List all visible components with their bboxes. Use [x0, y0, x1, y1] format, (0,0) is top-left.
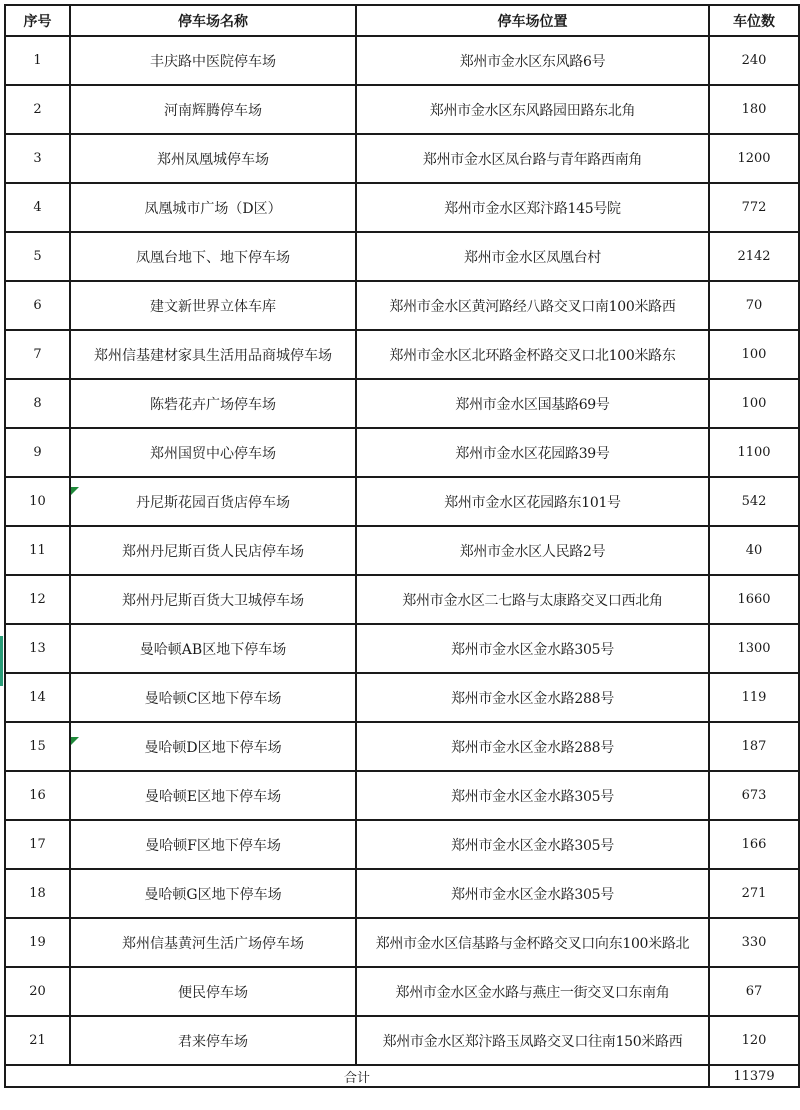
space-count-cell[interactable]: 542 [709, 477, 799, 526]
lot-location-cell[interactable]: 郑州市金水区金水路305号 [356, 869, 709, 918]
row-number-cell[interactable]: 1 [5, 36, 70, 85]
space-count-cell[interactable]: 1660 [709, 575, 799, 624]
lot-name-cell[interactable]: 郑州凤凰城停车场 [70, 134, 356, 183]
table-row [5, 330, 799, 379]
row-selection-edge-marker [0, 636, 3, 686]
space-count-cell[interactable]: 271 [709, 869, 799, 918]
space-count-cell[interactable]: 119 [709, 673, 799, 722]
table-row [5, 967, 799, 1016]
space-count-cell[interactable]: 70 [709, 281, 799, 330]
table-row [5, 869, 799, 918]
row-number-cell[interactable]: 7 [5, 330, 70, 379]
table-row [5, 722, 799, 771]
row-number-cell[interactable]: 6 [5, 281, 70, 330]
lot-location-cell[interactable]: 郑州市金水区金水路305号 [356, 820, 709, 869]
table-footer [5, 1065, 799, 1087]
lot-name-cell[interactable]: 建文新世界立体车库 [70, 281, 356, 330]
lot-name-cell[interactable]: 曼哈顿F区地下停车场 [70, 820, 356, 869]
row-number-cell[interactable]: 17 [5, 820, 70, 869]
lot-name-cell[interactable]: 陈砦花卉广场停车场 [70, 379, 356, 428]
row-number-cell[interactable]: 19 [5, 918, 70, 967]
row-number-cell[interactable]: 16 [5, 771, 70, 820]
row-number-cell[interactable]: 12 [5, 575, 70, 624]
space-count-cell[interactable]: 1100 [709, 428, 799, 477]
total-value: 11379 [709, 1065, 799, 1087]
space-count-cell[interactable]: 100 [709, 330, 799, 379]
table-row [5, 624, 799, 673]
table-row [5, 771, 799, 820]
table-row [5, 85, 799, 134]
lot-name-cell[interactable]: 郑州信基黄河生活广场停车场 [70, 918, 356, 967]
row-number-cell[interactable]: 21 [5, 1016, 70, 1065]
table-header [5, 5, 799, 36]
lot-name-cell[interactable]: 便民停车场 [70, 967, 356, 1016]
row-number-cell[interactable]: 13 [5, 624, 70, 673]
lot-name-cell[interactable]: 君来停车场 [70, 1016, 356, 1065]
lot-location-cell[interactable]: 郑州市金水区郑汴路玉凤路交叉口往南150米路西 [356, 1016, 709, 1065]
table-row [5, 673, 799, 722]
space-count-cell[interactable]: 166 [709, 820, 799, 869]
total-label: 合计 [5, 1065, 709, 1087]
table-row [5, 281, 799, 330]
space-count-cell[interactable]: 120 [709, 1016, 799, 1065]
space-count-cell[interactable]: 772 [709, 183, 799, 232]
lot-location-cell[interactable]: 郑州市金水区花园路东101号 [356, 477, 709, 526]
lot-location-cell[interactable]: 郑州市金水区金水路305号 [356, 771, 709, 820]
row-number-cell[interactable]: 8 [5, 379, 70, 428]
row-number-cell[interactable]: 5 [5, 232, 70, 281]
lot-location-cell[interactable]: 郑州市金水区金水路288号 [356, 722, 709, 771]
lot-name-cell[interactable]: 丹尼斯花园百货店停车场 [70, 477, 356, 526]
lot-location-cell[interactable]: 郑州市金水区北环路金杯路交叉口北100米路东 [356, 330, 709, 379]
table-row [5, 820, 799, 869]
lot-name-cell[interactable]: 凤凰台地下、地下停车场 [70, 232, 356, 281]
table-row [5, 918, 799, 967]
lot-name-cell[interactable]: 郑州丹尼斯百货大卫城停车场 [70, 575, 356, 624]
space-count-cell[interactable]: 67 [709, 967, 799, 1016]
comment-marker-row-10[interactable] [71, 487, 79, 495]
header-space-count: 车位数 [709, 5, 799, 36]
header-row [5, 5, 799, 36]
lot-name-cell[interactable]: 曼哈顿E区地下停车场 [70, 771, 356, 820]
lot-location-cell[interactable]: 郑州市金水区凤台路与青年路西南角 [356, 134, 709, 183]
lot-location-cell[interactable]: 郑州市金水区郑汴路145号院 [356, 183, 709, 232]
space-count-cell[interactable]: 180 [709, 85, 799, 134]
row-number-cell[interactable]: 2 [5, 85, 70, 134]
space-count-cell[interactable]: 240 [709, 36, 799, 85]
lot-location-cell[interactable]: 郑州市金水区信基路与金杯路交叉口向东100米路北 [356, 918, 709, 967]
lot-name-cell[interactable]: 凤凰城市广场（D区） [70, 183, 356, 232]
row-number-cell[interactable]: 9 [5, 428, 70, 477]
lot-location-cell[interactable]: 郑州市金水区黄河路经八路交叉口南100米路西 [356, 281, 709, 330]
lot-name-cell[interactable]: 郑州信基建材家具生活用品商城停车场 [70, 330, 356, 379]
space-count-cell[interactable]: 330 [709, 918, 799, 967]
lot-location-cell[interactable]: 郑州市金水区金水路305号 [356, 624, 709, 673]
lot-name-cell[interactable]: 郑州丹尼斯百货人民店停车场 [70, 526, 356, 575]
header-lot-name: 停车场名称 [70, 5, 356, 36]
lot-name-cell[interactable]: 曼哈顿G区地下停车场 [70, 869, 356, 918]
parking-lot-table-sheet [4, 4, 800, 1088]
lot-location-cell[interactable]: 郑州市金水区东风路6号 [356, 36, 709, 85]
total-row [5, 1065, 799, 1087]
lot-name-cell[interactable]: 曼哈顿C区地下停车场 [70, 673, 356, 722]
row-number-cell[interactable]: 15 [5, 722, 70, 771]
table-row [5, 477, 799, 526]
space-count-cell[interactable]: 40 [709, 526, 799, 575]
comment-marker-row-15[interactable] [71, 737, 79, 745]
space-count-cell[interactable]: 2142 [709, 232, 799, 281]
row-number-cell[interactable]: 10 [5, 477, 70, 526]
lot-location-cell[interactable]: 郑州市金水区金水路288号 [356, 673, 709, 722]
space-count-cell[interactable]: 1200 [709, 134, 799, 183]
table-row [5, 134, 799, 183]
space-count-cell[interactable]: 673 [709, 771, 799, 820]
header-number: 序号 [5, 5, 70, 36]
table-row [5, 526, 799, 575]
lot-location-cell[interactable]: 郑州市金水区花园路39号 [356, 428, 709, 477]
lot-name-cell[interactable]: 丰庆路中医院停车场 [70, 36, 356, 85]
lot-location-cell[interactable]: 郑州市金水区东风路园田路东北角 [356, 85, 709, 134]
table-row [5, 232, 799, 281]
space-count-cell[interactable]: 1300 [709, 624, 799, 673]
table-row [5, 36, 799, 85]
row-number-cell[interactable]: 20 [5, 967, 70, 1016]
row-number-cell[interactable]: 4 [5, 183, 70, 232]
lot-location-cell[interactable]: 郑州市金水区二七路与太康路交叉口西北角 [356, 575, 709, 624]
table-row [5, 575, 799, 624]
lot-name-cell[interactable]: 河南辉腾停车场 [70, 85, 356, 134]
parking-lot-table [4, 4, 800, 1088]
space-count-cell[interactable]: 187 [709, 722, 799, 771]
row-number-cell[interactable]: 3 [5, 134, 70, 183]
row-number-cell[interactable]: 18 [5, 869, 70, 918]
header-lot-location: 停车场位置 [356, 5, 709, 36]
lot-location-cell[interactable]: 郑州市金水区人民路2号 [356, 526, 709, 575]
lot-name-cell[interactable]: 郑州国贸中心停车场 [70, 428, 356, 477]
row-number-cell[interactable]: 11 [5, 526, 70, 575]
lot-location-cell[interactable]: 郑州市金水区金水路与燕庄一街交叉口东南角 [356, 967, 709, 1016]
table-row [5, 428, 799, 477]
lot-name-cell[interactable]: 曼哈顿AB区地下停车场 [70, 624, 356, 673]
lot-location-cell[interactable]: 郑州市金水区国基路69号 [356, 379, 709, 428]
table-body [5, 36, 799, 1065]
row-number-cell[interactable]: 14 [5, 673, 70, 722]
lot-location-cell[interactable]: 郑州市金水区凤凰台村 [356, 232, 709, 281]
table-row [5, 1016, 799, 1065]
table-row [5, 379, 799, 428]
table-row [5, 183, 799, 232]
lot-name-cell[interactable]: 曼哈顿D区地下停车场 [70, 722, 356, 771]
space-count-cell[interactable]: 100 [709, 379, 799, 428]
